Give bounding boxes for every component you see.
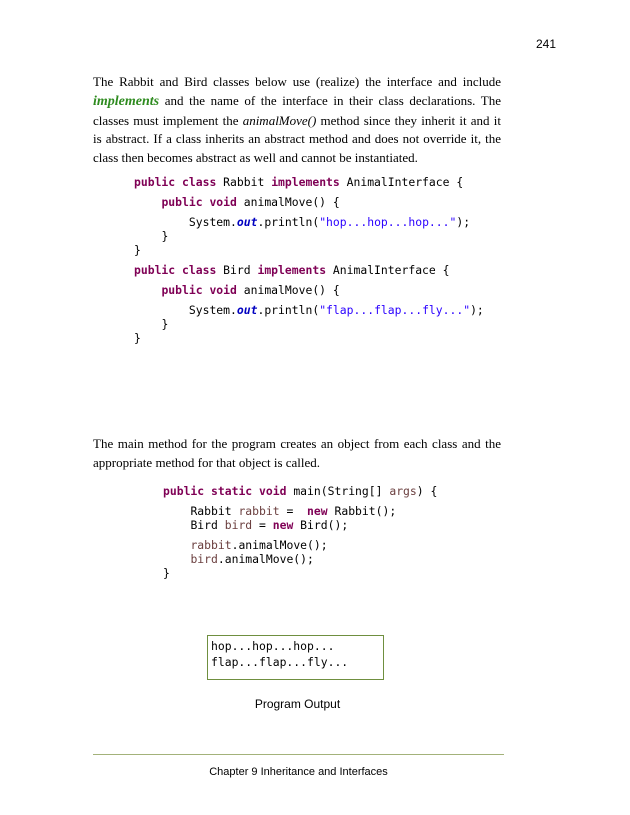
close-brace: }	[163, 566, 170, 580]
println-call: .println(	[257, 303, 320, 317]
main-method-paragraph: The main method for the program creates an object from each class and the appropriate method for that object is called.	[93, 436, 501, 470]
kw-void: void	[259, 484, 287, 498]
args-param: args	[389, 484, 417, 498]
class-code-block	[134, 175, 484, 345]
kw-static: static	[211, 484, 253, 498]
out-field: out	[236, 215, 258, 229]
rabbit-var: rabbit	[238, 504, 280, 518]
output-line-1: hop...hop...hop...	[211, 639, 335, 653]
method-signature: animalMove() {	[243, 283, 340, 297]
close-brace: }	[161, 317, 169, 331]
println-call: .println(	[257, 215, 320, 229]
close-brace: }	[134, 243, 141, 257]
system-ref: System.	[188, 303, 237, 317]
open-brace: {	[456, 175, 464, 189]
kw-new: new	[272, 518, 294, 532]
animal-move-call: .animalMove();	[231, 538, 328, 552]
footer-divider	[93, 754, 504, 755]
rabbit-assign: =	[279, 504, 308, 518]
system-ref: System.	[188, 215, 237, 229]
intro-text-1: The Rabbit and Bird classes below use (realize) the interface and include	[93, 74, 501, 89]
kw-implements: implements	[271, 175, 340, 189]
chapter-footer: Chapter 9 Inheritance and Interfaces	[209, 766, 388, 778]
output-line-2: flap...flap...fly...	[211, 655, 349, 669]
bird-string: "flap...flap...fly..."	[319, 303, 471, 317]
kw-public: public	[134, 175, 176, 189]
rabbit-type: Rabbit	[190, 504, 239, 518]
interface-name: AnimalInterface	[346, 175, 450, 189]
program-output-box	[207, 635, 384, 680]
implements-keyword: implements	[93, 93, 160, 109]
rabbit-string: "hop...hop...hop..."	[319, 215, 457, 229]
kw-public: public	[161, 283, 203, 297]
statement-end: );	[456, 215, 471, 229]
intro-text-3: method since they inherit it and it is abstract. If a class inherits an abstract method and does not override it, the class then becomes abstract as well and cannot be instantiated.	[93, 112, 501, 166]
animal-move-call: .animalMove();	[217, 552, 314, 566]
kw-public: public	[161, 195, 203, 209]
bird-assign: =	[252, 518, 273, 532]
kw-public: public	[163, 484, 205, 498]
bird-var: bird	[224, 518, 253, 532]
bird-class-name: Bird	[223, 263, 251, 277]
page-number: 241	[535, 37, 556, 51]
output-caption: Program Output	[254, 697, 341, 711]
method-signature: animalMove() {	[243, 195, 340, 209]
close-brace: }	[134, 331, 141, 345]
kw-class: class	[182, 263, 217, 277]
open-brace: {	[442, 263, 450, 277]
bird-var: bird	[190, 552, 218, 566]
kw-public: public	[134, 263, 176, 277]
kw-class: class	[182, 175, 217, 189]
intro-paragraph	[93, 73, 501, 168]
main-signature: main(String[]	[293, 484, 390, 498]
rabbit-constructor: Rabbit();	[327, 504, 397, 518]
kw-void: void	[209, 283, 237, 297]
main-code-block	[163, 484, 437, 580]
kw-new: new	[307, 504, 328, 518]
intro-text-2: and the name of the interface in their class declarations. The classes must implement the	[93, 92, 501, 128]
inline-method-name: animalMove()	[242, 112, 317, 128]
bird-constructor: Bird();	[293, 518, 349, 532]
close-brace: }	[161, 229, 169, 243]
main-signature-end: ) {	[416, 484, 438, 498]
interface-name: AnimalInterface	[332, 263, 436, 277]
rabbit-class-name: Rabbit	[223, 175, 265, 189]
kw-void: void	[209, 195, 237, 209]
kw-implements: implements	[257, 263, 327, 277]
statement-end: );	[470, 303, 484, 317]
out-field: out	[236, 303, 258, 317]
rabbit-var: rabbit	[190, 538, 232, 552]
bird-type: Bird	[190, 518, 225, 532]
